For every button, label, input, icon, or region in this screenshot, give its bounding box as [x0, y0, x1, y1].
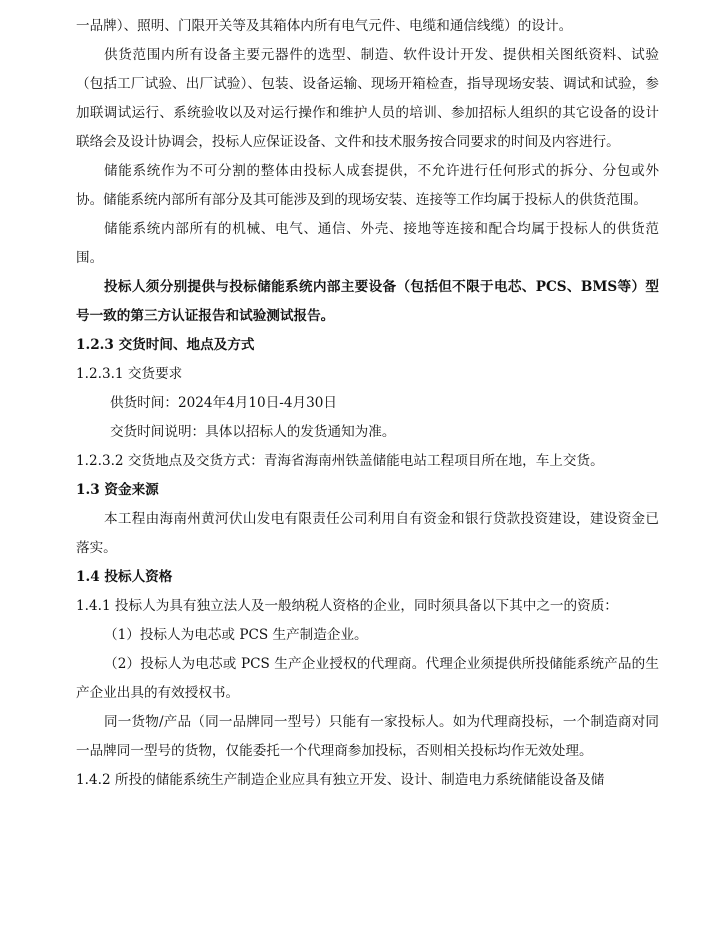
delivery-time-note: 交货时间说明：具体以招标人的发货通知为准。: [110, 424, 396, 440]
paragraph-certification-reports: 投标人须分别提供与投标储能系统内部主要设备（包括但不限于电芯、PCS、BMS等）型号一致的第三方认证报告和试验测试报告。: [76, 279, 659, 324]
clause-1-4-1: 1.4.1 投标人为具有独立法人及一般纳税人资格的企业，同时须具备以下其中之一的资质：: [76, 598, 618, 614]
heading-1-2-3: 1.2.3 交货时间、地点及方式: [76, 337, 255, 353]
paragraph-same-goods: 同一货物/产品（同一品牌同一型号）只能有一家投标人。如为代理商投标，一个制造商对同一品牌同一型号的货物，仅能委托一个代理商参加投标，否则相关投标均作无效处理。: [76, 714, 659, 759]
qualification-item-2: （2）投标人为电芯或 PCS 生产企业授权的代理商。代理企业须提供所投储能系统产品的生产企业出具的有效授权书。: [76, 656, 659, 701]
paragraph-supply-scope: 供货范围内所有设备主要元器件的选型、制造、软件设计开发、提供相关图纸资料、试验（包括工厂试验、出厂试验）、包装、设备运输、现场开箱检查，指导现场安装、调试和试验，参加联调试运行、系统验收以及对运行操作和维护人员的培训、参加招标人组织的其它设备的设计联络会及设计协调会，投标人应保证设备、文件和技术服务按合同要求的时间及内容进行。: [76, 47, 659, 150]
qualification-item-1: （1）投标人为电芯或 PCS 生产制造企业。: [104, 627, 368, 643]
subheading-1-2-3-1: 1.2.3.1 交货要求: [76, 366, 183, 382]
heading-1-4: 1.4 投标人资格: [76, 569, 173, 585]
delivery-time: 供货时间：2024年4月10日-4月30日: [110, 395, 338, 411]
subheading-1-2-3-2: 1.2.3.2 交货地点及交货方式：青海省海南州铁盖储能电站工程项目所在地，车上交货。: [76, 453, 604, 469]
heading-1-3: 1.3 资金来源: [76, 482, 159, 498]
paragraph-funding: 本工程由海南州黄河伏山发电有限责任公司利用自有资金和银行贷款投资建设，建设资金已落实。: [76, 511, 659, 556]
paragraph-scope-continuation: 一品牌）、照明、门限开关等及其箱体内所有电气元件、电缆和通信线缆）的设计。: [76, 18, 573, 34]
clause-1-4-2: 1.4.2 所投的储能系统生产制造企业应具有独立开发、设计、制造电力系统储能设备及储: [76, 772, 605, 788]
paragraph-complete-supply: 储能系统作为不可分割的整体由投标人成套提供，不允许进行任何形式的拆分、分包或外协。储能系统内部所有部分及其可能涉及到的现场安装、连接等工作均属于投标人的供货范围。: [76, 163, 659, 208]
paragraph-internal-connections: 储能系统内部所有的机械、电气、通信、外壳、接地等连接和配合均属于投标人的供货范围。: [76, 221, 659, 266]
